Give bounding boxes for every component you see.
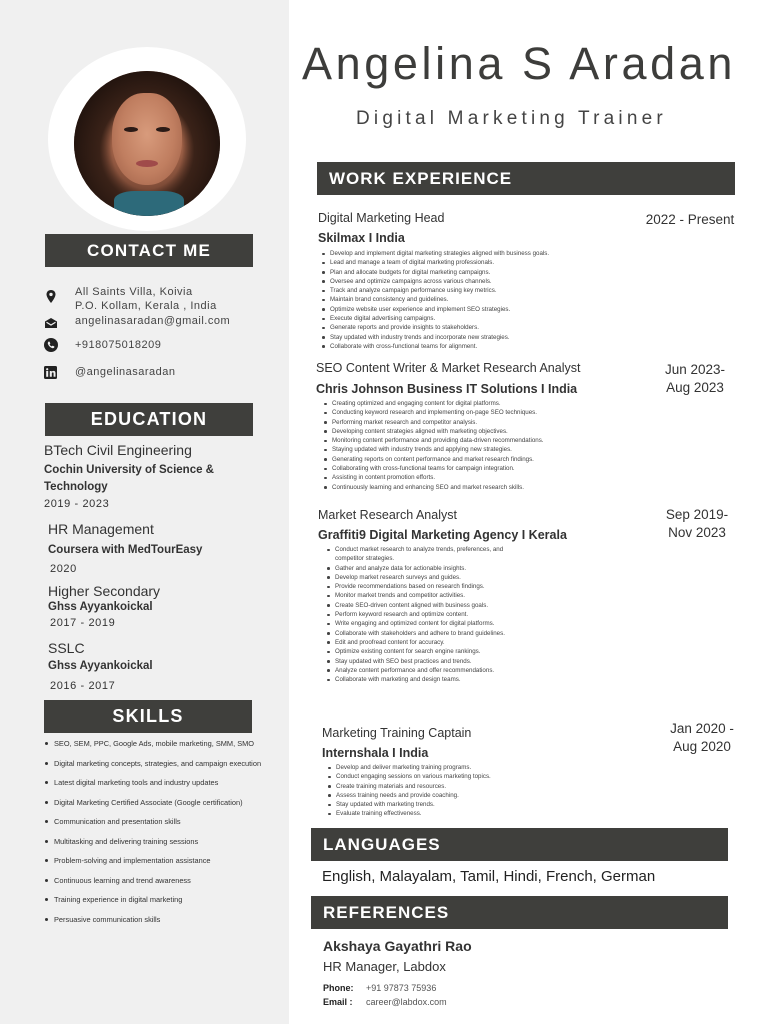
languages-list: English, Malayalam, Tamil, Hindi, French, German (322, 868, 656, 885)
duty-item: Stay updated with marketing trends. (326, 800, 626, 809)
reference-phone (323, 983, 436, 993)
job-company: Internshala I India (322, 746, 429, 760)
duty-item: Edit and proofread content for accuracy. (325, 638, 515, 647)
location-pin-icon (44, 289, 58, 303)
duty-item: Assess training needs and provide coaching. (326, 791, 626, 800)
duty-item: Oversee and optimize campaigns across various channels. (320, 277, 620, 286)
duty-item: Monitoring content performance and providing data-driven recommendations. (322, 436, 622, 445)
education-years: 2016 - 2017 (50, 680, 116, 692)
degree-title: SSLC (48, 640, 85, 656)
duty-item: Continuously learning and enhancing SEO and market research skills. (322, 483, 622, 492)
skill-item: SEO, SEM, PPC, Google Ads, mobile marketing, SMM, SMO (44, 736, 284, 756)
duty-item: Assisting in content promotion efforts. (322, 473, 622, 482)
reference-role: HR Manager, Labdox (323, 959, 446, 974)
duty-item: Conduct market research to analyze trends, preferences, and competitor strategies. (325, 545, 515, 564)
job-date: Sep 2019- Nov 2023 (665, 507, 729, 540)
phone-icon (44, 338, 58, 352)
duty-item: Conduct engaging sessions on various marketing topics. (326, 772, 626, 781)
duty-item: Gather and analyze data for actionable insights. (325, 564, 515, 573)
reference-email-address[interactable]: career@labdox.com (366, 997, 447, 1007)
email-label: Email : (323, 997, 353, 1007)
duty-item: Collaborate with stakeholders and adhere to brand guidelines. (325, 629, 515, 638)
skill-item: Digital marketing concepts, strategies, and campaign execution (44, 756, 284, 776)
duty-item: Stay updated with industry trends and incorporate new strategies. (320, 333, 620, 342)
skill-item: Communication and presentation skills (44, 814, 284, 834)
duty-item: Performing market research and competitor analysis. (322, 418, 622, 427)
duty-item: Generate reports and provide insights to stakeholders. (320, 323, 620, 332)
duty-item: Perform keyword research and optimize content. (325, 610, 515, 619)
reference-name: Akshaya Gayathri Rao (323, 938, 472, 954)
education-years: 2017 - 2019 (50, 617, 116, 629)
duty-item: Developing content strategies aligned with marketing objectives. (322, 427, 622, 436)
duty-item: Conducting keyword research and implementing on-page SEO techniques. (322, 408, 622, 417)
skill-item: Persuasive communication skills (44, 912, 284, 932)
duty-item: Collaborating with cross-functional teams for campaign integration. (322, 464, 622, 473)
duty-item: Analyze content performance and offer recommendations. (325, 666, 515, 675)
education-years: 2020 (50, 563, 77, 575)
skill-item: Multitasking and delivering training sessions (44, 834, 284, 854)
job-date: Jun 2023- Aug 2023 (664, 362, 726, 395)
profile-photo (74, 71, 220, 216)
references-heading: REFERENCES (311, 896, 728, 929)
duty-item: Optimize website user experience and implement SEO strategies. (320, 305, 620, 314)
envelope-icon (44, 317, 58, 331)
degree-title: Higher Secondary (48, 583, 161, 599)
work-experience-heading: WORK EXPERIENCE (317, 162, 735, 195)
duty-item: Collaborate with marketing and design teams. (325, 675, 515, 684)
duty-item: Lead and manage a team of digital marketing professionals. (320, 258, 620, 267)
reference-email (323, 997, 447, 1007)
job-title: Digital Marketing Head (318, 211, 445, 225)
duty-item: Create training materials and resources. (326, 782, 626, 791)
skills-heading: SKILLS (44, 700, 252, 733)
duty-item: Creating optimized and engaging content for digital platforms. (322, 399, 622, 408)
job-duties (322, 399, 622, 492)
linkedin-handle[interactable]: @angelinasaradan (75, 366, 176, 378)
skill-item: Problem-solving and implementation assistance (44, 853, 284, 873)
duty-item: Optimize existing content for search engine rankings. (325, 647, 515, 656)
phone-label: Phone: (323, 983, 354, 993)
duty-item: Develop and implement digital marketing strategies aligned with business goals. (320, 249, 620, 258)
skill-item: Latest digital marketing tools and industry updates (44, 775, 284, 795)
job-duties (320, 249, 620, 351)
job-role-title: Digital Marketing Trainer (356, 108, 667, 129)
duty-item: Execute digital advertising campaigns. (320, 314, 620, 323)
reference-phone-number[interactable]: +91 97873 75936 (366, 983, 437, 993)
school-name: Ghss Ayyankoickal (48, 601, 153, 613)
job-title: Marketing Training Captain (322, 726, 472, 740)
address-line-2: P.O. Kollam, Kerala , India (75, 300, 217, 312)
duty-item: Generating reports on content performance and market research findings. (322, 455, 622, 464)
job-duties (325, 545, 515, 684)
duty-item: Plan and allocate budgets for digital marketing campaigns. (320, 268, 620, 277)
job-date: 2022 - Present (645, 212, 735, 227)
duty-item: Write engaging and optimized content for digital platforms. (325, 619, 515, 628)
email-link[interactable]: angelinasaradan@gmail.com (75, 315, 231, 327)
job-company: Chris Johnson Business IT Solutions I India (316, 382, 578, 396)
phone-number[interactable]: +918075018209 (75, 339, 162, 351)
education-heading: EDUCATION (45, 403, 253, 436)
job-company: Graffiti9 Digital Marketing Agency I Kerala (318, 528, 567, 542)
linkedin-icon (44, 366, 58, 380)
skill-item: Digital Marketing Certified Associate (Google certification) (44, 795, 284, 815)
school-name-cont: Technology (44, 481, 108, 493)
school-name: Cochin University of Science & (44, 464, 214, 476)
duty-item: Stay updated with SEO best practices and trends. (325, 657, 515, 666)
job-date: Jan 2020 - Aug 2020 (670, 721, 734, 754)
job-duties (326, 763, 626, 819)
job-company: Skilmax I India (318, 231, 405, 245)
job-title: SEO Content Writer & Market Research Analyst (316, 361, 581, 375)
duty-item: Develop and deliver marketing training programs. (326, 763, 626, 772)
education-years: 2019 - 2023 (44, 498, 110, 510)
address-line-1: All Saints Villa, Koivia (75, 286, 193, 298)
degree-title: BTech Civil Engineering (44, 442, 192, 458)
duty-item: Provide recommendations based on research findings. (325, 582, 515, 591)
skills-list (44, 736, 284, 931)
duty-item: Staying updated with industry trends and applying new strategies. (322, 445, 622, 454)
duty-item: Monitor market trends and competitor activities. (325, 591, 515, 600)
skill-item: Training experience in digital marketing (44, 892, 284, 912)
degree-title: HR Management (48, 521, 154, 537)
languages-heading: LANGUAGES (311, 828, 728, 861)
duty-item: Evaluate training effectiveness. (326, 809, 626, 818)
skill-item: Continuous learning and trend awareness (44, 873, 284, 893)
job-title: Market Research Analyst (318, 508, 457, 522)
duty-item: Collaborate with cross-functional teams for alignment. (320, 342, 620, 351)
duty-item: Maintain brand consistency and guidelines. (320, 295, 620, 304)
contact-heading: CONTACT ME (45, 234, 253, 267)
person-name: Angelina S Aradan (302, 38, 736, 89)
school-name: Ghss Ayyankoickal (48, 660, 153, 672)
duty-item: Track and analyze campaign performance using key metrics. (320, 286, 620, 295)
school-name: Coursera with MedTourEasy (48, 544, 203, 556)
duty-item: Create SEO-driven content aligned with business goals. (325, 601, 515, 610)
duty-item: Develop market research surveys and guides. (325, 573, 515, 582)
